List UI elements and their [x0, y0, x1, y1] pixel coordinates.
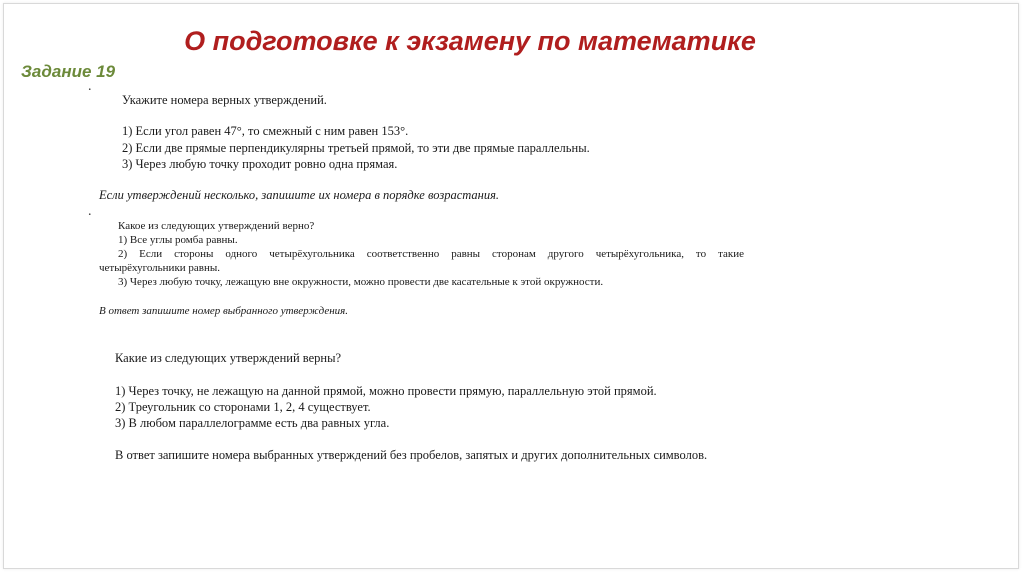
bullet-2: . — [88, 204, 92, 219]
problem2-item-2-continued: четырёхугольники равны. — [99, 262, 221, 274]
bullet-1: . — [88, 79, 92, 94]
task-label: Задание 19 — [21, 62, 116, 81]
problem2-prompt: Какое из следующих утверждений верно? — [118, 220, 315, 232]
problem1-item-3: 3) Через любую точку проходит ровно одна прямая. — [122, 157, 398, 171]
problem3-item-2: 2) Треугольник со сторонами 1, 2, 4 существует. — [115, 400, 371, 414]
problem3-item-3: 3) В любом параллелограмме есть два равных угла. — [115, 416, 390, 430]
problem3-prompt: Какие из следующих утверждений верны? — [115, 351, 342, 365]
problem2-note: В ответ запишите номер выбранного утверждения. — [99, 305, 349, 317]
problem1-item-1: 1) Если угол равен 47°, то смежный с ним равен 153°. — [122, 124, 409, 138]
problem2-item-3: 3) Через любую точку, лежащую вне окружности, можно провести две касательные к этой окружности. — [118, 276, 604, 288]
problem1-prompt: Укажите номера верных утверждений. — [122, 93, 327, 107]
problem1-note: Если утверждений несколько, запишите их номера в порядке возрастания. — [99, 188, 500, 202]
problem3-item-1: 1) Через точку, не лежащую на данной прямой, можно провести прямую, параллельную этой прямой. — [115, 384, 657, 398]
problem2-item-2: 2) Если стороны одного четырёхугольника соответственно равны сторонам другого четырёхугольника, то такие — [118, 248, 744, 260]
problem2-item-1: 1) Все углы ромба равны. — [118, 234, 238, 246]
problem3-note: В ответ запишите номера выбранных утверждений без пробелов, запятых и других дополнительных символов. — [115, 448, 708, 462]
problem1-item-2: 2) Если две прямые перпендикулярны третьей прямой, то эти две прямые параллельны. — [122, 141, 590, 155]
slide-title: О подготовке к экзамену по математике — [184, 26, 756, 56]
